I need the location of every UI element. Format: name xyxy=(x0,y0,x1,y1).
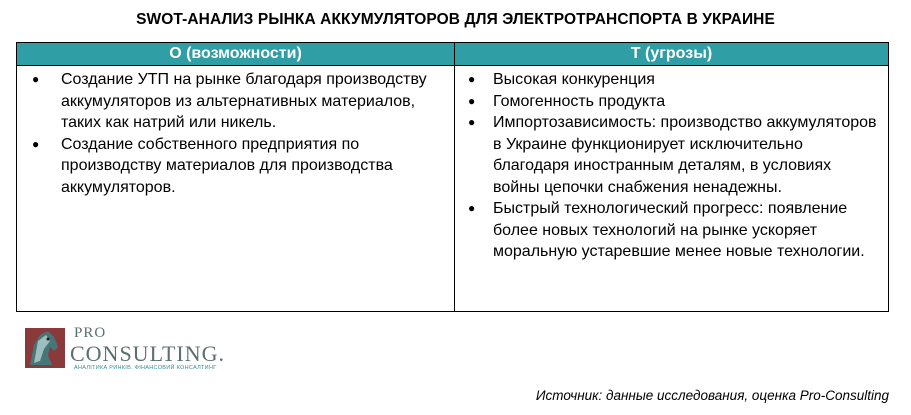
list-item-text: Быстрый технологический прогресс: появление более новых технологий на рынке ускоряет моральную устаревшие менее новые технологии. xyxy=(493,200,865,260)
table-body-row xyxy=(17,66,888,311)
table-header-row xyxy=(17,43,888,66)
list-item-text: Высокая конкуренция xyxy=(493,71,655,88)
threats-cell xyxy=(455,66,888,311)
opportunities-header: O (возможности) xyxy=(17,43,455,65)
bullet-icon: ● xyxy=(468,93,476,108)
list-item xyxy=(455,91,888,113)
threats-header: T (угрозы) xyxy=(630,45,713,62)
bullet-icon: ● xyxy=(32,72,40,86)
source-note: Источник: данные исследования, оценка Pro-Consulting xyxy=(535,388,889,403)
opportunities-list xyxy=(17,69,454,198)
list-item xyxy=(455,198,888,263)
list-item-text: Создание УТП на рынке благодаря производству аккумуляторов из альтернативных материалов, таких как натрий или никель. xyxy=(61,71,427,131)
logo-tagline: АНАЛІТИКА РИНКІВ. ФІНАНСОВИЙ КОНСАЛТИНГ xyxy=(74,365,217,371)
page-title: SWOT-АНАЛИЗ РЫНКА АККУМУЛЯТОРОВ ДЛЯ ЭЛЕКТРОТРАНСПОРТА В УКРАИНЕ xyxy=(136,11,775,28)
logo-consulting-text: CONSULTING. xyxy=(70,341,226,366)
bullet-icon: ● xyxy=(468,201,476,215)
horse-head-logo-icon xyxy=(24,327,66,369)
list-item-text: Создание собственного предприятия по производству материалов для производства аккумуляторов. xyxy=(61,135,393,196)
bullet-icon: ● xyxy=(468,72,476,86)
list-item-text: Гомогенность продукта xyxy=(493,92,666,110)
pro-consulting-logo xyxy=(24,323,224,373)
list-item xyxy=(455,112,888,198)
bullet-icon: ● xyxy=(468,115,476,129)
list-item xyxy=(455,69,888,91)
swot-table xyxy=(16,42,889,312)
threats-list xyxy=(455,69,888,263)
list-item xyxy=(17,69,454,134)
list-item-text: Импортозависимость: производство аккумуляторов в Украине функционирует исключительно благодаря иностранным деталям, в условиях войны цепочки снабжения ненадежны. xyxy=(493,114,877,196)
logo-pro-text: PRO xyxy=(74,325,107,341)
list-item xyxy=(17,134,454,199)
bullet-icon: ● xyxy=(32,136,40,151)
opportunities-cell xyxy=(17,66,455,311)
